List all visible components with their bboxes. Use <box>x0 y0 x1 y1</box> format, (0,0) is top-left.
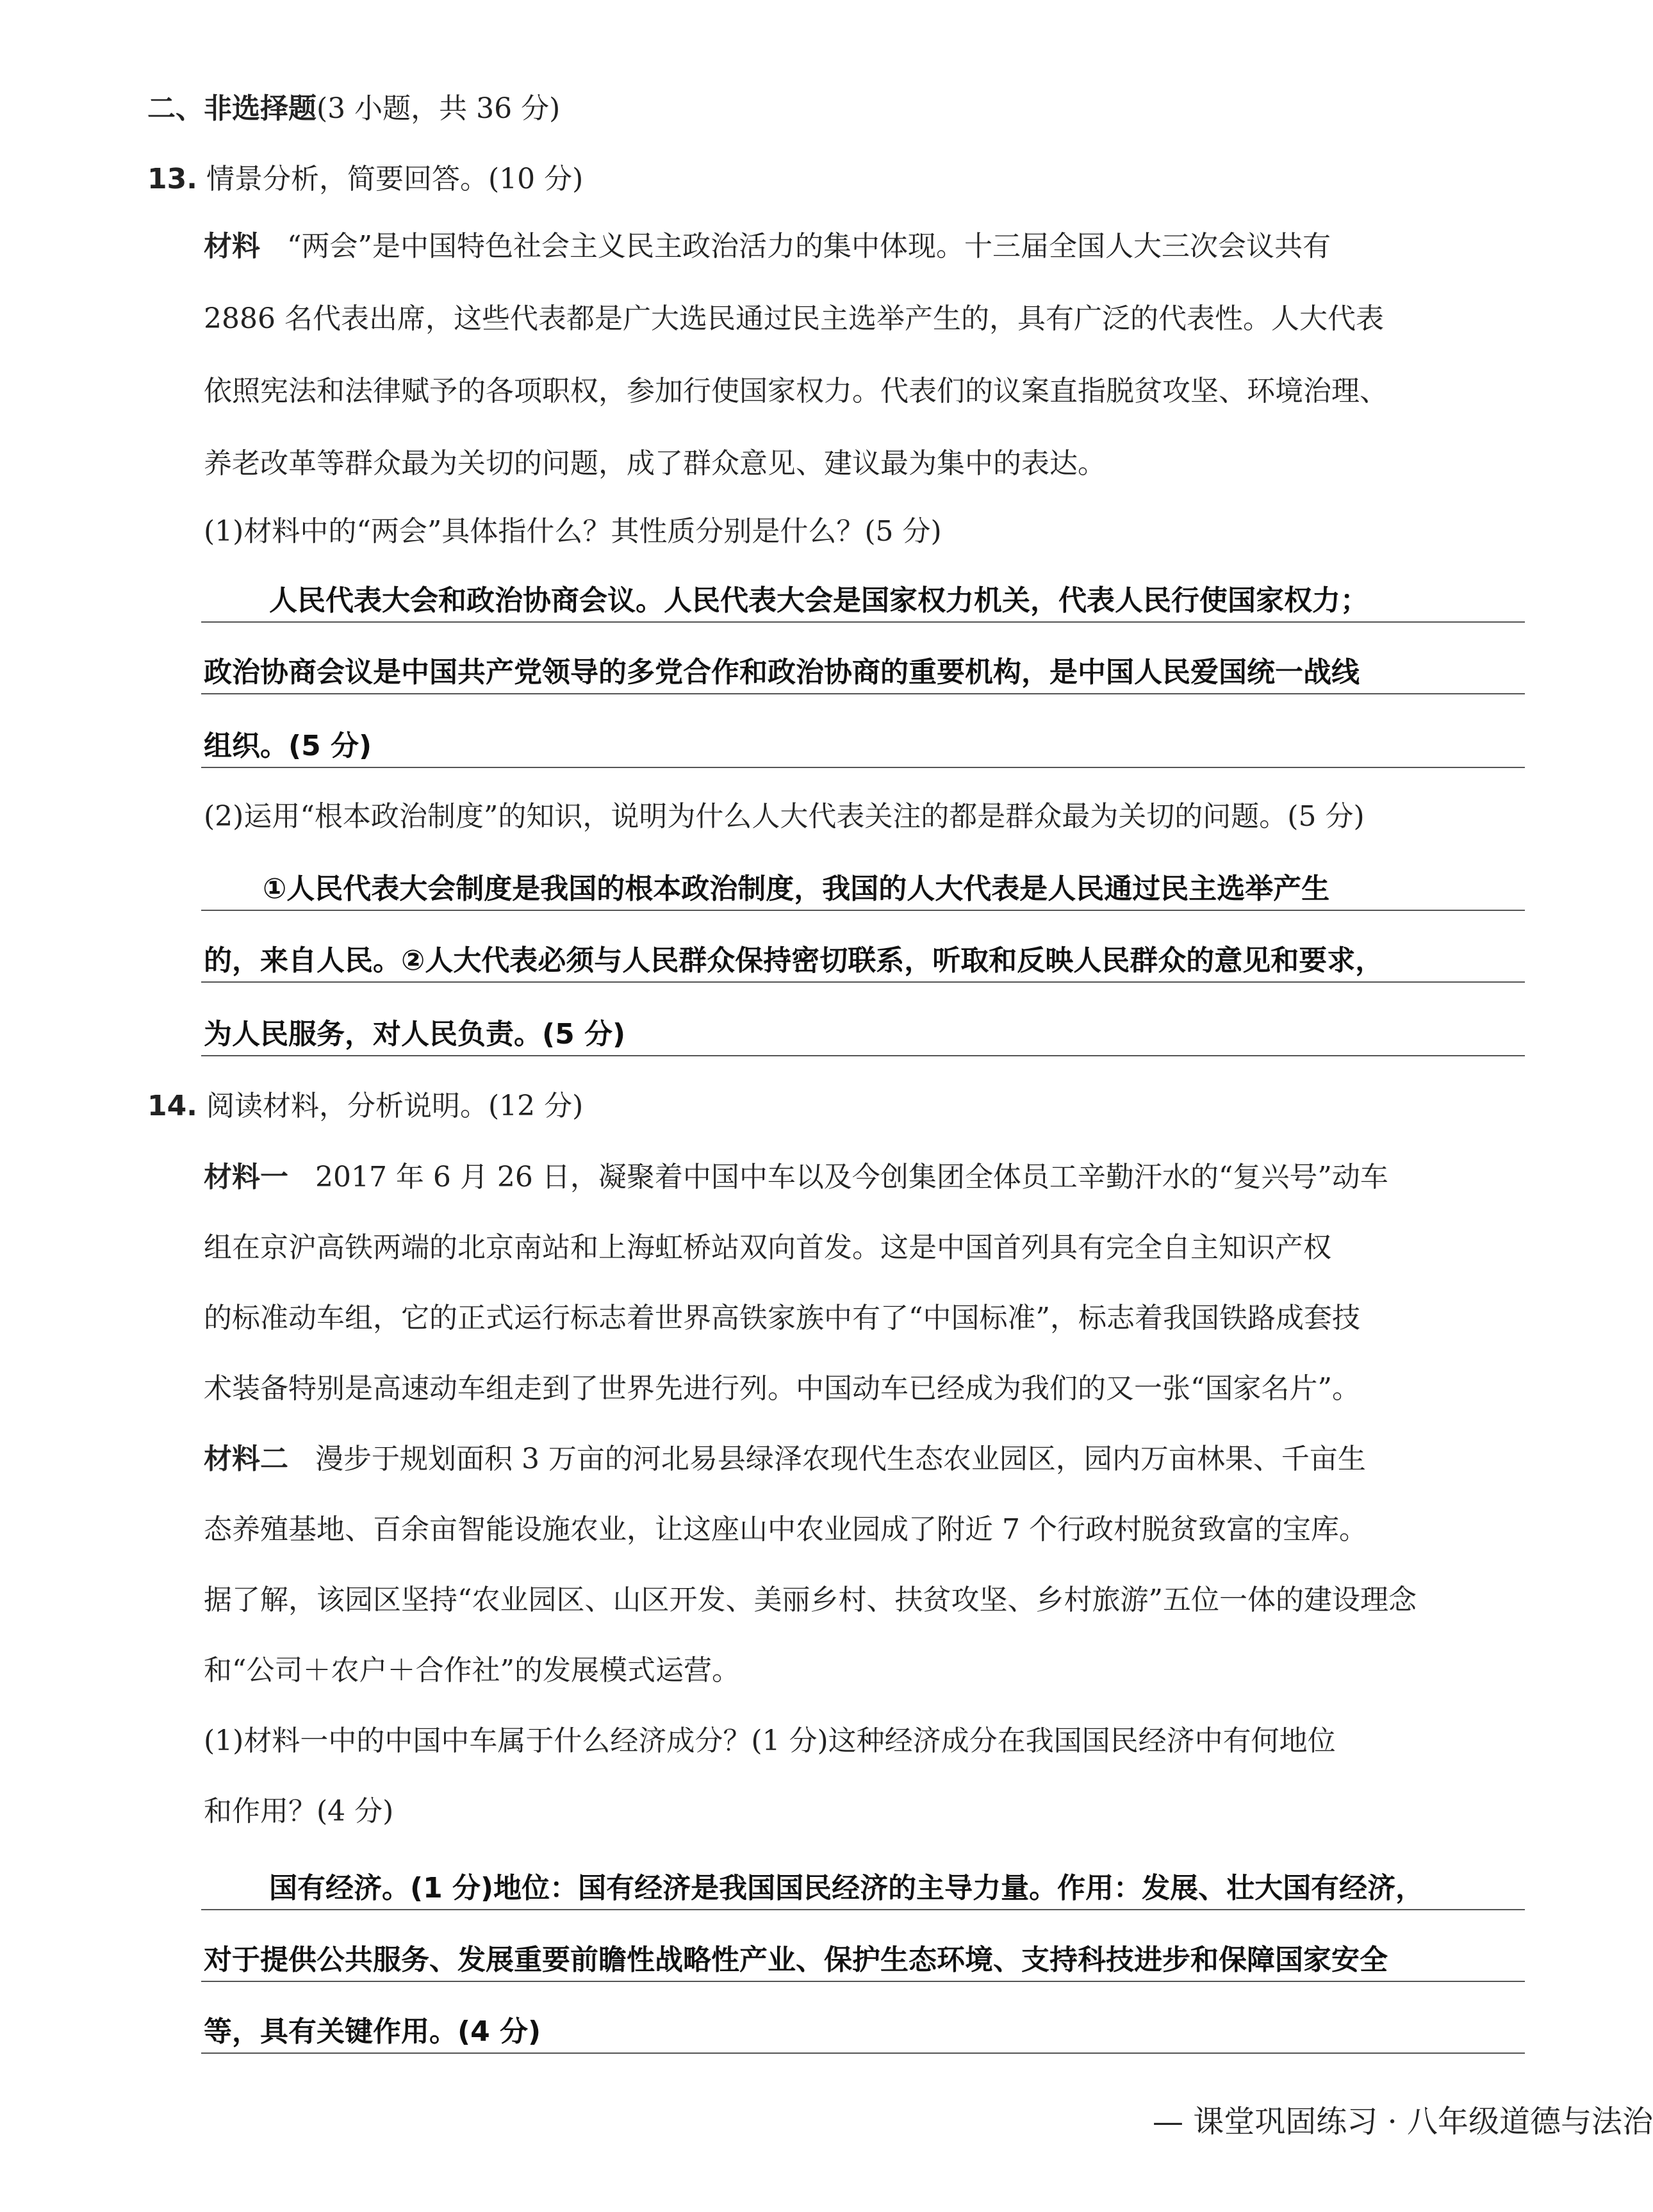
q14-material2-line-2: 态养殖基地、百余亩智能设施农业，让这座山中农业园成了附近 7 个行政村脱贫致富的宝库。 <box>204 1513 1367 1546</box>
answer-rule <box>201 981 1525 983</box>
question-13-prompt: 情景分析，简要回答。(10 分) <box>206 163 584 195</box>
q13-sub2-answer-line-1: ①人民代表大会制度是我国的根本政治制度，我国的人大代表是人民通过民主选举产生 <box>263 873 1330 905</box>
answer-rule <box>201 2052 1525 2054</box>
answer-rule <box>201 910 1525 911</box>
answer-rule <box>201 767 1525 768</box>
question-14-header <box>147 1087 583 1126</box>
q14-material1-text-1: 2017 年 6 月 26 日，凝聚着中国中车以及今创集团全体员工辛勤汗水的“复兴号”动车 <box>315 1161 1388 1193</box>
question-14-prompt: 阅读材料，分析说明。(12 分) <box>206 1090 584 1122</box>
q13-material-line-4: 养老改革等群众最为关切的问题，成了群众意见、建议最为集中的表达。 <box>204 447 1106 480</box>
question-13-header <box>147 160 583 199</box>
q13-sub2-answer-line-2: 的，来自人民。②人大代表必须与人民群众保持密切联系，听取和反映人民群众的意见和要求， <box>204 944 1384 977</box>
q14-material2-label: 材料二 <box>204 1443 288 1475</box>
answer-rule <box>201 621 1525 623</box>
answer-rule <box>201 1055 1525 1056</box>
section-header <box>147 90 560 128</box>
question-14-number: 14. <box>147 1090 197 1122</box>
q13-material-line-1 <box>204 227 1331 266</box>
q14-material1-label: 材料一 <box>204 1161 288 1193</box>
q14-sub1-answer-line-2: 对于提供公共服务、发展重要前瞻性战略性产业、保护生态环境、支持科技进步和保障国家安全 <box>204 1944 1388 1976</box>
q13-material-label: 材料 <box>204 230 260 263</box>
q14-material1-line-3: 的标准动车组，它的正式运行标志着世界高铁家族中有了“中国标准”，标志着我国铁路成套技 <box>204 1302 1360 1334</box>
page-footer: — 课堂巩固练习 · 八年级道德与法治 <box>1152 2104 1653 2140</box>
answer-rule <box>201 1909 1525 1910</box>
q14-material1-line-1 <box>204 1158 1388 1197</box>
q13-sub2-answer-line-3: 为人民服务，对人民负责。(5 分) <box>204 1018 626 1051</box>
q13-material-line-2: 2886 名代表出席，这些代表都是广大选民通过民主选举产生的，具有广泛的代表性。人大代表 <box>204 302 1384 335</box>
q14-sub1-question-line-1: (1)材料一中的中国中车属于什么经济成分？(1 分)这种经济成分在我国国民经济中有何地位 <box>204 1725 1336 1757</box>
q13-material-line-3: 依照宪法和法律赋予的各项职权，参加行使国家权力。代表们的议案直指脱贫攻坚、环境治理、 <box>204 375 1388 407</box>
q13-sub1-answer-line-1: 人民代表大会和政治协商会议。人民代表大会是国家权力机关，代表人民行使国家权力； <box>269 584 1369 617</box>
q13-sub1-answer-line-2: 政治协商会议是中国共产党领导的多党合作和政治协商的重要机构，是中国人民爱国统一战线 <box>204 656 1360 689</box>
q14-sub1-answer-line-3: 等，具有关键作用。(4 分) <box>204 2015 541 2048</box>
q14-sub1-question-line-2: 和作用？(4 分) <box>204 1795 394 1828</box>
q13-sub2-question: (2)运用“根本政治制度”的知识，说明为什么人大代表关注的都是群众最为关切的问题。(5 分) <box>204 800 1365 833</box>
q14-material1-line-2: 组在京沪高铁两端的北京南站和上海虹桥站双向首发。这是中国首列具有完全自主知识产权 <box>204 1231 1331 1264</box>
answer-rule <box>201 1981 1525 1982</box>
q14-material2-text-1: 漫步于规划面积 3 万亩的河北易县绿泽农现代生态农业园区，园内万亩林果、千亩生 <box>315 1443 1366 1475</box>
section-note: (3 小题，共 36 分) <box>317 92 561 125</box>
q14-sub1-answer-line-1: 国有经济。(1 分)地位：国有经济是我国国民经济的主导力量。作用：发展、壮大国有经济， <box>269 1872 1424 1905</box>
q14-material1-line-4: 术装备特别是高速动车组走到了世界先进行列。中国动车已经成为我们的又一张“国家名片”。 <box>204 1372 1360 1405</box>
question-13-number: 13. <box>147 163 197 195</box>
q14-material2-line-4: 和“公司＋农户＋合作社”的发展模式运营。 <box>204 1654 740 1687</box>
q13-material-text-1: “两会”是中国特色社会主义民主政治活力的集中体现。十三届全国人大三次会议共有 <box>286 230 1331 263</box>
q13-sub1-answer-line-3: 组织。(5 分) <box>204 730 372 762</box>
q14-material2-line-3: 据了解，该园区坚持“农业园区、山区开发、美丽乡村、扶贫攻坚、乡村旅游”五位一体的建设理念 <box>204 1584 1417 1616</box>
answer-rule <box>201 693 1525 694</box>
q13-sub1-question: (1)材料中的“两会”具体指什么？其性质分别是什么？(5 分) <box>204 515 942 548</box>
q14-material2-line-1 <box>204 1440 1366 1479</box>
section-title: 二、非选择题 <box>147 92 317 125</box>
